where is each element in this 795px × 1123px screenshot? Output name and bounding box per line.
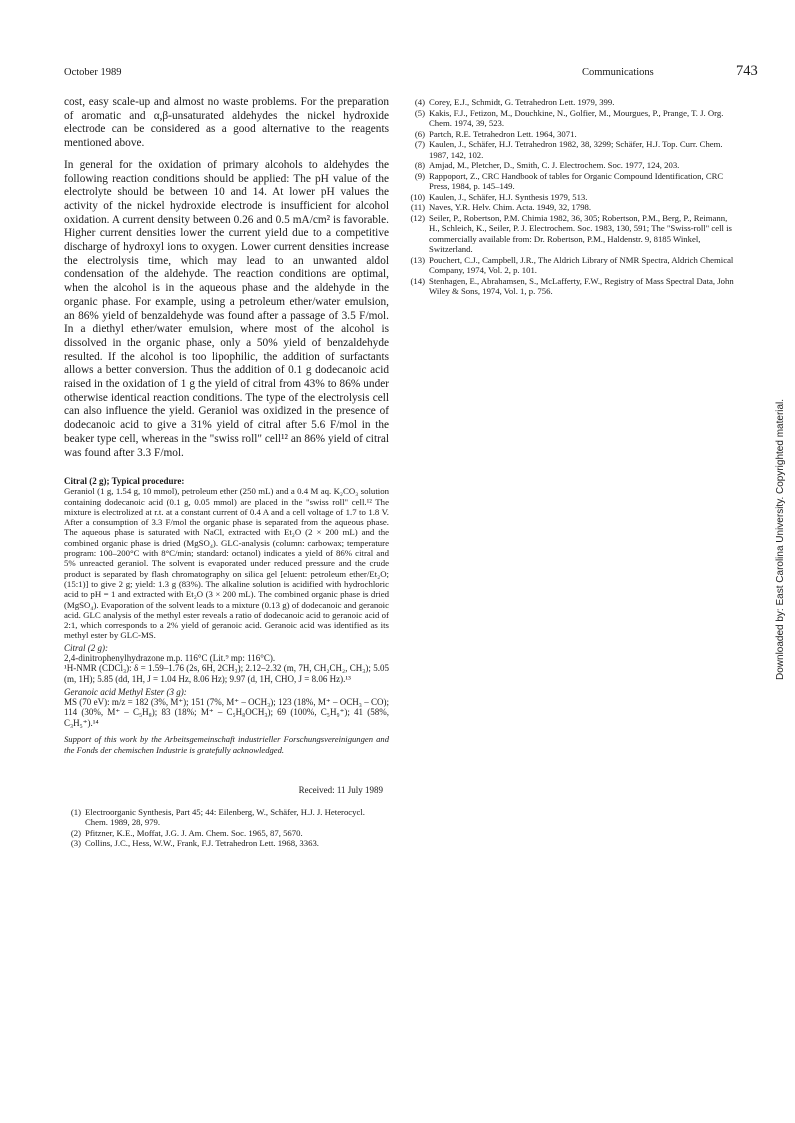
body-paragraph: cost, easy scale-up and almost no waste problems. For the preparation of aromatic and α,β-unsaturated aldehydes the nickel hydroxide electrode can be considered as a good alternative to the reagents mentioned above. bbox=[64, 96, 389, 150]
ester-heading: Geranoic acid Methyl Ester (3 g): bbox=[64, 686, 187, 697]
procedure-section bbox=[64, 476, 389, 795]
reference-item bbox=[408, 255, 734, 276]
reference-text: Stenhagen, E., Abrahamsen, S., McLafferty, F.W., Registry of Mass Spectral Data, John Wiley & Sons, 1974, Vol. 1, p. 756. bbox=[429, 275, 734, 296]
reference-number: (1) bbox=[70, 806, 81, 817]
reference-item bbox=[408, 160, 734, 171]
reference-item bbox=[408, 192, 734, 203]
reference-item bbox=[408, 108, 734, 129]
reference-text: Amjad, M., Pletcher, D., Smith, C. J. Electrochem. Soc. 1977, 124, 203. bbox=[429, 160, 680, 170]
reference-item bbox=[408, 97, 734, 108]
download-watermark bbox=[771, 340, 791, 680]
reference-number: (14) bbox=[410, 275, 425, 286]
reference-text: Seiler, P., Robertson, P.M. Chimia 1982, 36, 305; Robertson, P.M., Berg, P., Reimann, H., Schleich, K., Seiler, P. J. Electrochem. Soc. 1983, 130, 591; The "Swiss-roll" cell is commercially available from: Dr. Robertson, P.M., Haldenstr. 9, 8185 Winkel, Switzerland. bbox=[429, 212, 732, 254]
reference-number: (5) bbox=[414, 107, 425, 118]
reference-item bbox=[408, 276, 734, 297]
reference-text: Pouchert, C.J., Campbell, J.R., The Aldrich Library of NMR Spectra, Aldrich Chemical Company, 1974, Vol. 2, p. 101. bbox=[429, 254, 734, 275]
reference-item bbox=[408, 139, 734, 160]
reference-number: (8) bbox=[414, 160, 425, 170]
reference-list-right bbox=[408, 97, 734, 297]
reference-text: Electroorganic Synthesis, Part 45; 44: Eilenberg, W., Schäfer, H.J. J. Heterocycl. Chem. 1989, 28, 979. bbox=[85, 806, 365, 828]
reference-number: (10) bbox=[410, 191, 425, 202]
reference-number: (7) bbox=[414, 139, 425, 149]
procedure-text: Geraniol (1 g, 1.54 g, 10 mmol), petroleum ether (250 mL) and a 0.4 M aq. K₂CO₃ solution containing dodecanoic acid (0.1 g, 0.05 mmol) are placed in the "swiss roll" cell.¹² The mixture is electrolized at r.t. at a constant current of 0.4 A and a cell voltage of 1.7 to 1.8 V. After a consumption of 3.3 F/mol the organic phase is separated from the aqueous phase. The aqueous phase is saturated with NaCl, extracted with Et₂O (2 × 200 mL) and the combined organic phase is dried (MgSO₄). GLC-analysis (column: carbowax; temperature program: 100–200°C with 8°C/min; standard: octanol) indicates a yield of 86% citral and 5% unreacted geraniol. The solvent is evaporated under reduced pressure and the crude product is separated by flash chromatography on silica gel [eluent: petroleum ether/Et₂O; (15:1)] to give 2 g; yield: 1.3 g (83%). The alkaline solution is acidified with hydrochloric acid to pH = 1 and extracted with Et₂O (3 × 200 mL). The combined organic phase is dried (MgSO₄). Evaporation of the solvent leads to a mixture (0.13 g) of dodecanoic and geranoic acid. GLC analysis of the methyl ester reveals a ratio of dodecanoic acid to geranoic acid of 2:1, which corresponds to a 2% yield of geranoic acid. Geranoic acid was identified as its methyl ester by GLC-MS. bbox=[64, 486, 389, 641]
acknowledgement: Support of this work by the Arbeitsgemeinschaft industrieller Forschungsvereinigungen and the Fonds der chemischen Industrie is gratefully acknowledged. bbox=[64, 734, 389, 755]
reference-number: (2) bbox=[70, 827, 81, 838]
reference-text: Kaulen, J., Schäfer, H.J. Synthesis 1979, 513. bbox=[429, 191, 588, 202]
citral-data-line: ¹H-NMR (CDCl₃): δ = 1.59–1.76 (2s, 6H, 2CH₃); 2.12–2.32 (m, 7H, CH₂CH₂, CH₃); 5.05 (m, 1H); 5.85 (dd, 1H, J = 1.04 Hz, 8.06 Hz); 9.97 (d, 1H, CHO, J = 8.06 Hz).¹³ bbox=[64, 663, 389, 684]
reference-item bbox=[64, 828, 389, 839]
reference-text: Naves, Y.R. Helv. Chim. Acta. 1949, 32, 1798. bbox=[429, 202, 592, 212]
section-title: Communications bbox=[582, 67, 654, 78]
reference-item bbox=[408, 213, 734, 255]
reference-number: (13) bbox=[410, 254, 425, 265]
reference-item bbox=[408, 129, 734, 140]
right-column bbox=[408, 97, 734, 297]
reference-text: Corey, E.J., Schmidt, G. Tetrahedron Lett. 1979, 399. bbox=[429, 97, 615, 107]
left-column bbox=[64, 96, 389, 849]
reference-text: Partch, R.E. Tetrahedron Lett. 1964, 3071. bbox=[429, 128, 577, 139]
page-number: 743 bbox=[736, 63, 758, 79]
reference-item bbox=[408, 202, 734, 213]
reference-number: (6) bbox=[414, 128, 425, 139]
citral-heading: Citral (2 g): bbox=[64, 642, 108, 653]
reference-text: Pfitzner, K.E., Moffat, J.G. J. Am. Chem. Soc. 1965, 87, 5670. bbox=[85, 827, 303, 838]
reference-text: Kakis, F.J., Fetizon, M., Douchkine, N., Golfier, M., Mourgues, P., Prange, T. J. Org. Chem. 1974, 39, 523. bbox=[429, 107, 724, 128]
citral-data-line: 2,4-dinitrophenylhydrazone m.p. 116°C (Lit.⁹ mp: 116°C). bbox=[64, 652, 276, 663]
watermark-text: Downloaded by: East Carolina University. Copyrighted material. bbox=[775, 398, 786, 680]
procedure-title: Citral (2 g); Typical procedure: bbox=[64, 476, 185, 487]
reference-list-left bbox=[64, 807, 389, 849]
reference-item bbox=[408, 171, 734, 192]
journal-date: October 1989 bbox=[64, 67, 122, 78]
reference-text: Rappoport, Z., CRC Handbook of tables for Organic Compound Identification, CRC Press, 1984, p. 145–149. bbox=[429, 170, 724, 191]
reference-text: Kaulen, J., Schäfer, H.J. Tetrahedron 1982, 38, 3299; Schäfer, H.J. Top. Curr. Chem. 1987, 142, 102. bbox=[429, 139, 723, 160]
reference-number: (12) bbox=[410, 212, 425, 223]
reference-text: Collins, J.C., Hess, W.W., Frank, F.J. Tetrahedron Lett. 1968, 3363. bbox=[85, 838, 319, 849]
reference-number: (3) bbox=[70, 838, 81, 849]
reference-item bbox=[64, 807, 389, 828]
reference-number: (9) bbox=[414, 170, 425, 181]
reference-item bbox=[64, 838, 389, 849]
ester-data-line: MS (70 eV): m/z = 182 (3%, M⁺); 151 (7%, M⁺ – OCH₃); 123 (18%, M⁺ – OCH₃ – CO); 114 (30%, M⁺ – C₅H₈); 83 (18%; M⁺ – C₅H₈OCH₃); 69 (100%, C₅H₉⁺); 41 (58%, C₃H₅⁺).¹⁴ bbox=[64, 696, 389, 728]
page-header bbox=[64, 63, 764, 83]
reference-number: (11) bbox=[410, 202, 425, 212]
body-paragraph: In general for the oxidation of primary alcohols to aldehydes the following reaction conditions should be applied: The pH value of the electrolyte should be between 10 and 14. At lower pH values the activity of the nickel hydroxide electrode is insufficient for alcohol oxidation. A current density between 0.26 and 0.5 mA/cm² is favorable. Higher current densities lower the current yield due to a competitive discharge of hydroxyl ions to oxygen. Lower current densities increase the electrolysis time, which may lead to an unwanted aldol condensation of the aldehyde. The reaction conditions are optimal, when the alcohol is in the aqueous phase and the aldehyde in the organic phase. For example, using a petroleum ether/water emulsion, an 86% yield of benzaldehyde was found after a passage of 3.5 F/mol. In a diethyl ether/water emulsion, where most of the alcohol is dissolved in the organic phase, only a 50% yield of benzaldehyde resulted. If the alcohol is too lipophilic, the addition of surfactants allows a better conversion. Thus the addition of 0.1 g dodecanoic acid raised in the oxidation of 1 g the yield of citral from 43% to 86% under otherwise identical reaction conditions. The type of the electrolysis cell can also influence the yield. Geraniol was oxidized in the presence of dodecanoic acid to give a 31% yield of citral after 5.6 F/mol in the beaker type cell, whereas in the "swiss roll" cell¹² an 86% yield of citral was found after 3.3 F/mol. bbox=[64, 158, 389, 459]
received-date: Received: 11 July 1989 bbox=[298, 784, 383, 795]
reference-number: (4) bbox=[414, 97, 425, 107]
